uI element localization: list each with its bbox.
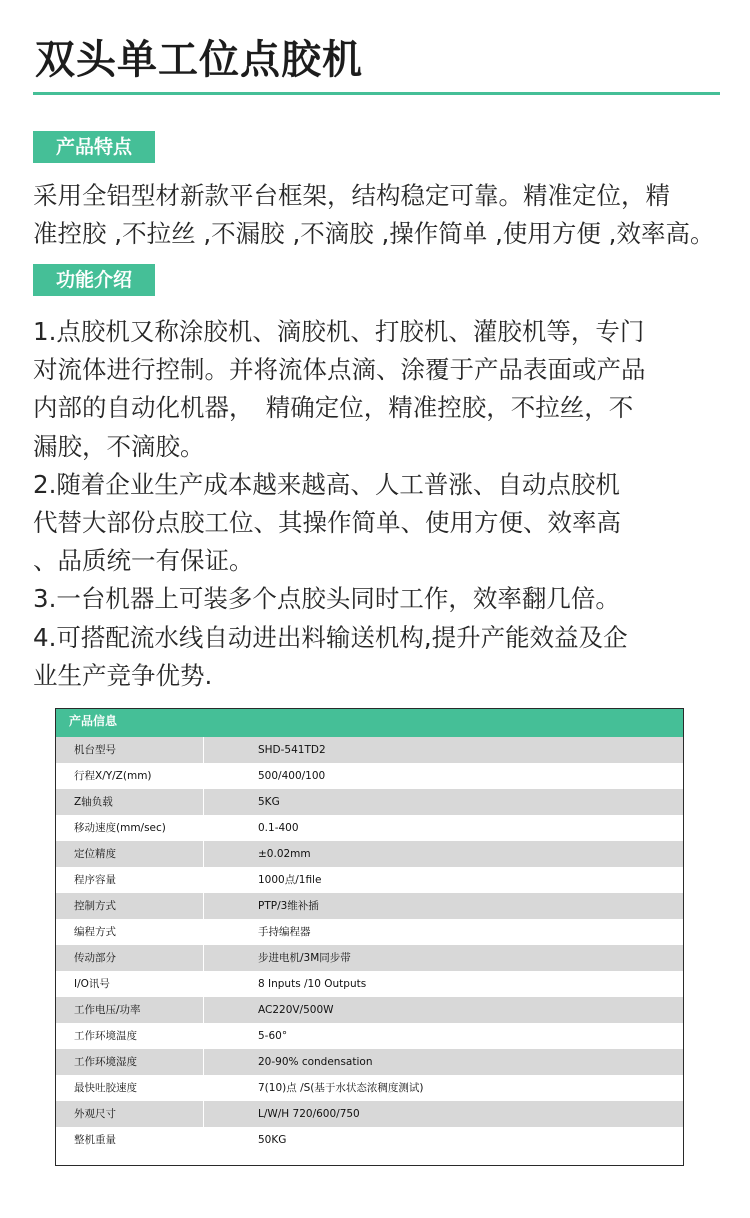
spec-key: 程序容量 xyxy=(74,874,116,886)
functions-paragraph xyxy=(33,313,723,695)
spec-key: 外观尺寸 xyxy=(74,1108,116,1120)
spec-row xyxy=(56,893,683,919)
spec-key: 工作环境温度 xyxy=(74,1030,137,1042)
spec-value: AC220V/500W xyxy=(258,1004,334,1016)
spec-row xyxy=(56,1101,683,1127)
spec-key: 控制方式 xyxy=(74,900,116,912)
spec-value: 500/400/100 xyxy=(258,770,326,782)
functions-line: 、品质统一有保证。 xyxy=(33,546,254,576)
spec-column-divider xyxy=(203,1101,204,1127)
spec-key: 移动速度(mm/sec) xyxy=(74,822,166,834)
spec-column-divider xyxy=(203,1049,204,1075)
functions-line: 业生产竞争优势. xyxy=(33,660,213,690)
spec-key: 编程方式 xyxy=(74,926,116,938)
spec-row xyxy=(56,815,683,841)
spec-value: 50KG xyxy=(258,1134,287,1146)
spec-value: 8 Inputs /10 Outputs xyxy=(258,978,367,990)
spec-row xyxy=(56,789,683,815)
page-title: 双头单工位点胶机 xyxy=(35,36,363,83)
spec-column-divider xyxy=(203,763,204,789)
spec-row xyxy=(56,867,683,893)
spec-value: L/W/H 720/600/750 xyxy=(258,1108,360,1120)
spec-row xyxy=(56,1049,683,1075)
spec-column-divider xyxy=(203,997,204,1023)
spec-value: 5-60° xyxy=(258,1030,288,1042)
functions-line: 4.可搭配流水线自动进出料输送机构,提升产能效益及企 xyxy=(33,622,628,652)
spec-column-divider xyxy=(203,815,204,841)
spec-key: 最快吐胶速度 xyxy=(74,1082,137,1094)
functions-line: 2.随着企业生产成本越来越高、人工普涨、自动点胶机 xyxy=(33,469,620,499)
features-line: 准控胶 ,不拉丝 ,不漏胶 ,不滴胶 ,操作简单 ,使用方便 ,效率高。 xyxy=(33,219,715,248)
spec-key: 定位精度 xyxy=(74,848,116,860)
spec-row xyxy=(56,1023,683,1049)
spec-key: Z轴负载 xyxy=(74,796,113,808)
spec-value: 0.1-400 xyxy=(258,822,299,834)
spec-table-header: 产品信息 xyxy=(56,709,683,737)
spec-value: 手持编程器 xyxy=(258,926,311,938)
spec-column-divider xyxy=(203,737,204,763)
spec-row xyxy=(56,945,683,971)
functions-line: 对流体进行控制。并将流体点滴、涂覆于产品表面或产品 xyxy=(33,355,646,385)
spec-column-divider xyxy=(203,971,204,997)
spec-row xyxy=(56,971,683,997)
spec-column-divider xyxy=(203,893,204,919)
spec-value: PTP/3维补插 xyxy=(258,900,319,912)
spec-row xyxy=(56,737,683,763)
features-paragraph xyxy=(33,177,723,253)
spec-column-divider xyxy=(203,1075,204,1101)
spec-column-divider xyxy=(203,841,204,867)
spec-column-divider xyxy=(203,1023,204,1049)
spec-value: 5KG xyxy=(258,796,280,808)
spec-column-divider xyxy=(203,867,204,893)
functions-line: 1.点胶机又称涂胶机、滴胶机、打胶机、灌胶机等，专门 xyxy=(33,317,645,346)
spec-key: 行程X/Y/Z(mm) xyxy=(74,770,152,782)
spec-value: 步进电机/3M同步带 xyxy=(258,952,351,964)
functions-line: 代替大部份点胶工位、其操作简单、使用方便、效率高 xyxy=(33,508,621,538)
spec-row xyxy=(56,997,683,1023)
spec-key: 工作电压/功率 xyxy=(74,1004,141,1016)
spec-row xyxy=(56,1075,683,1101)
spec-key: I/O讯号 xyxy=(74,978,110,990)
spec-row xyxy=(56,919,683,945)
spec-key: 传动部分 xyxy=(74,952,116,964)
spec-value: 7(10)点 /S(基于水状态浓稠度测试) xyxy=(258,1082,424,1094)
features-line: 采用全铝型材新款平台框架，结构稳定可靠。精准定位，精 xyxy=(33,181,670,210)
spec-value: SHD-541TD2 xyxy=(258,744,326,756)
spec-table xyxy=(55,708,684,1166)
spec-key: 机台型号 xyxy=(74,744,116,756)
functions-line: 漏胶，不滴胶。 xyxy=(33,431,205,461)
section-tag-features: 产品特点 xyxy=(33,131,155,163)
spec-key: 整机重量 xyxy=(74,1134,116,1146)
spec-value: 1000点/1file xyxy=(258,874,322,886)
spec-table-body xyxy=(56,737,683,1153)
spec-key: 工作环境湿度 xyxy=(74,1056,137,1068)
spec-value: 20-90% condensation xyxy=(258,1056,373,1068)
section-tag-functions: 功能介绍 xyxy=(33,264,155,296)
spec-column-divider xyxy=(203,789,204,815)
spec-column-divider xyxy=(203,945,204,971)
spec-row xyxy=(56,763,683,789)
functions-line: 内部的自动化机器， 精确定位，精准控胶，不拉丝，不 xyxy=(33,393,634,423)
spec-column-divider xyxy=(203,1127,204,1153)
title-underline xyxy=(33,92,720,95)
spec-row xyxy=(56,841,683,867)
spec-row xyxy=(56,1127,683,1153)
spec-value: ±0.02mm xyxy=(258,848,311,860)
functions-line: 3.一台机器上可装多个点胶头同时工作，效率翻几倍。 xyxy=(33,584,620,614)
spec-column-divider xyxy=(203,919,204,945)
